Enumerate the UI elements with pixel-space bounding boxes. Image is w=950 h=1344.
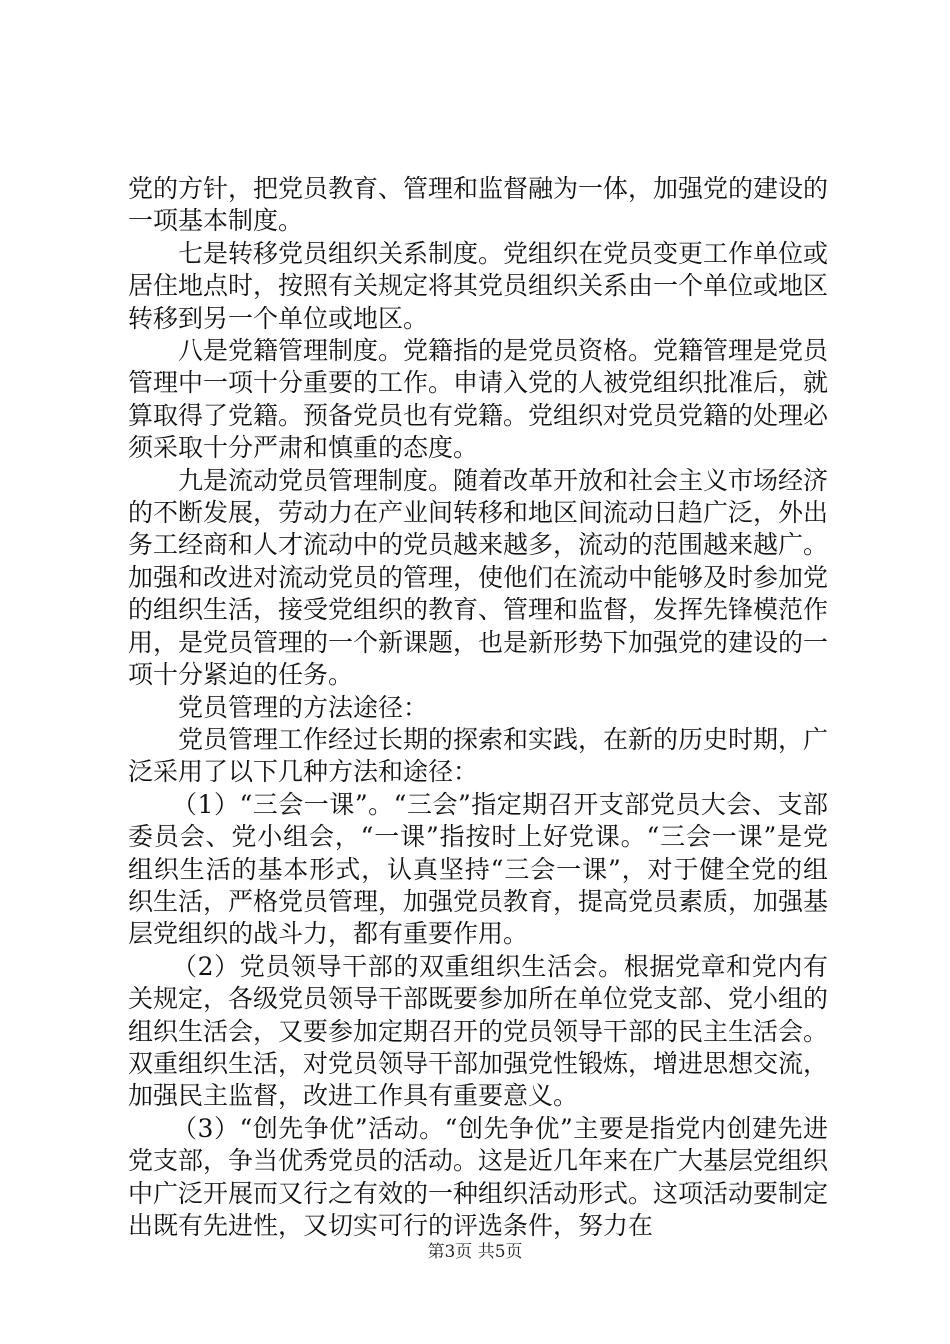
paragraph-item-seven: 七是转移党员组织关系制度。党组织在党员变更工作单位或居住地点时，按照有关规定将其党员组织关系由一个单位或地区转移到另一个单位或地区。 bbox=[128, 238, 829, 333]
section-heading-methods: 党员管理的方法途径： bbox=[178, 692, 429, 722]
document-body bbox=[128, 173, 828, 1242]
list-item-2: （2）党员领导干部的双重组织生活会。根据党章和党内有关规定，各级党员领导干部既要参加所在单位党支部、党小组的组织生活会，又要参加定期召开的党员领导干部的民主生活会。双重组织生活，对党员领导干部加强党性锻炼，增进思想交流，加强民主监督，改进工作具有重要意义。 bbox=[128, 951, 829, 1111]
paragraph-item-nine: 九是流动党员管理制度。随着改革开放和社会主义市场经济的不断发展，劳动力在产业间转移和地区间流动日趋广泛，外出务工经商和人才流动中的党员越来越多，流动的范围越来越广。加强和改进对流动党员的管理，使他们在流动中能够及时参加党的组织生活，接受党组织的教育、管理和监督，发挥先锋模范作用，是党员管理的一个新课题，也是新形势下加强党的建设的一项十分紧迫的任务。 bbox=[128, 465, 829, 690]
list-item-3: （3）“创先争优”活动。“创先争优”主要是指党内创建先进党支部，争当优秀党员的活动。这是近几年来在广大基层党组织中广泛开展而又行之有效的一种组织活动形式。这项活动要制定出既有先进性，又切实可行的评选条件，努力在 bbox=[128, 1113, 829, 1240]
paragraph-item-eight: 八是党籍管理制度。党籍指的是党员资格。党籍管理是党员管理中一项十分重要的工作。申请入党的人被党组织批准后，就算取得了党籍。预备党员也有党籍。党组织对党员党籍的处理必须采取十分严肃和慎重的态度。 bbox=[128, 336, 829, 463]
list-item-1: （1）“三会一课”。“三会”指定期召开支部党员大会、支部委员会、党小组会，“一课”指按时上好党课。“三会一课”是党组织生活的基本形式，认真坚持“三会一课”，对于健全党的组织生活，严格党员管理，加强党员教育，提高党员素质，加强基层党组织的战斗力，都有重要作用。 bbox=[128, 789, 829, 949]
paragraph-methods-intro: 党员管理工作经过长期的探索和实践，在新的历史时期，广泛采用了以下几种方法和途径： bbox=[128, 724, 829, 787]
paragraph-continuation: 党的方针，把党员教育、管理和监督融为一体，加强党的建设的一项基本制度。 bbox=[128, 174, 829, 236]
page-number-footer: 第3页 共5页 bbox=[427, 1242, 523, 1262]
